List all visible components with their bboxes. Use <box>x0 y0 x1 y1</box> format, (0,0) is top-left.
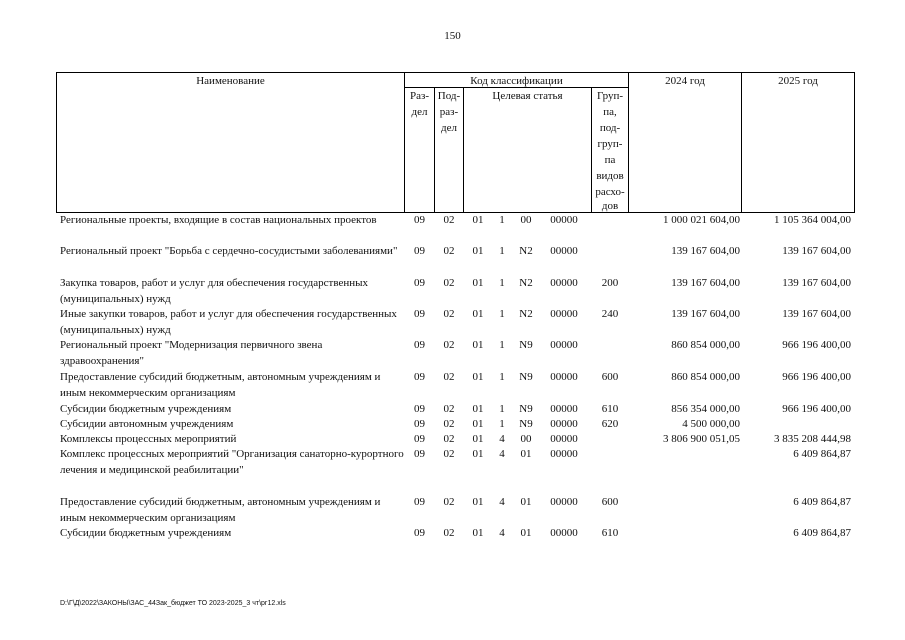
row-code-c: 01 <box>520 527 532 539</box>
row-code-a: 01 <box>472 433 484 445</box>
row-value-2024: 3 806 900 051,05 <box>663 433 740 445</box>
row-code-b: 4 <box>499 433 505 445</box>
header-group-7: расхо- <box>595 186 625 198</box>
header-target: Целевая статья <box>492 90 563 102</box>
row-code-p: 02 <box>443 496 455 508</box>
row-name: Комплекс процессных мероприятий "Организация санаторно-курортного лечения и медицинской реабилитации" <box>60 448 404 476</box>
row-name: Субсидии бюджетным учреждениям <box>60 403 232 415</box>
row-code-d: 00000 <box>550 277 578 289</box>
row-value-2024: 856 354 000,00 <box>671 403 740 415</box>
row-code-a: 01 <box>472 403 484 415</box>
header-section-2: дел <box>411 106 428 118</box>
row-code-r: 09 <box>414 371 425 383</box>
row-code-b: 1 <box>499 418 505 430</box>
row-code-g: 240 <box>601 308 619 320</box>
row-name: Региональный проект "Борьба с сердечно-сосудистыми заболеваниями" <box>60 245 398 257</box>
header-group-8: дов <box>601 200 619 212</box>
row-code-r: 09 <box>414 418 425 430</box>
row-code-c: N2 <box>519 245 533 257</box>
row-code-b: 4 <box>499 527 505 539</box>
header-2024-cell <box>628 72 742 213</box>
row-code-p: 02 <box>443 245 455 257</box>
row-code-c: N2 <box>519 277 533 289</box>
row-code-d: 00000 <box>550 339 578 351</box>
row-value-2025: 6 409 864,87 <box>793 448 851 460</box>
row-value-2025: 966 196 400,00 <box>782 371 851 383</box>
header-group-3: под- <box>599 122 621 134</box>
row-code-a: 01 <box>472 496 484 508</box>
header-group-4: груп- <box>597 138 623 150</box>
row-code-d: 00000 <box>550 496 578 508</box>
row-code-b: 4 <box>499 496 505 508</box>
row-code-c: N9 <box>519 371 533 383</box>
row-value-2025: 966 196 400,00 <box>782 403 851 415</box>
row-code-a: 01 <box>472 339 484 351</box>
row-value-2024: 139 167 604,00 <box>671 277 740 289</box>
row-code-a: 01 <box>472 371 484 383</box>
row-name: Закупка товаров, работ и услуг для обеспечения государственных (муниципальных) нужд <box>60 277 369 305</box>
row-code-c: N9 <box>519 403 533 415</box>
row-code-d: 00000 <box>550 403 578 415</box>
row-value-2024: 4 500 000,00 <box>682 418 740 430</box>
row-code-p: 02 <box>443 448 455 460</box>
row-value-2024: 139 167 604,00 <box>671 308 740 320</box>
row-code-b: 1 <box>499 277 505 289</box>
row-value-2024: 860 854 000,00 <box>671 371 740 383</box>
header-name-cell <box>56 72 405 213</box>
row-value-2025: 139 167 604,00 <box>782 308 851 320</box>
header-subsection-2: раз- <box>439 106 459 118</box>
row-code-a: 01 <box>472 245 484 257</box>
row-name: Иные закупки товаров, работ и услуг для обеспечения государственных (муниципальных) нужд <box>60 308 397 336</box>
row-code-c: 01 <box>520 448 532 460</box>
row-code-c: 01 <box>520 496 532 508</box>
row-code-p: 02 <box>443 403 455 415</box>
row-name: Предоставление субсидий бюджетным, автономным учреждениям и иным некоммерческим организациям <box>60 496 381 524</box>
row-code-g: 600 <box>601 371 619 383</box>
row-code-p: 02 <box>443 418 455 430</box>
row-code-d: 00000 <box>550 308 578 320</box>
row-code-b: 1 <box>499 339 505 351</box>
row-code-a: 01 <box>472 418 484 430</box>
row-code-a: 01 <box>472 308 484 320</box>
row-value-2025: 139 167 604,00 <box>782 245 851 257</box>
row-code-g: 200 <box>601 277 619 289</box>
row-code-b: 1 <box>499 403 505 415</box>
row-value-2025: 966 196 400,00 <box>782 339 851 351</box>
header-2025: 2025 год <box>778 75 818 87</box>
file-path-footer: D:\Г\Д\2022\ЗАКОНЫ\ЗАС_44Зак_бюджет ТО 2023-2025_3 чт\рг12.xls <box>60 600 286 607</box>
row-code-r: 09 <box>414 214 425 226</box>
header-target-cell <box>463 87 592 213</box>
row-name: Региональный проект "Модернизация первичного звена здравоохранения" <box>60 339 323 367</box>
row-code-a: 01 <box>472 277 484 289</box>
row-value-2025: 6 409 864,87 <box>793 527 851 539</box>
row-value-2024: 139 167 604,00 <box>671 245 740 257</box>
row-value-2025: 139 167 604,00 <box>782 277 851 289</box>
row-name: Предоставление субсидий бюджетным, автономным учреждениям и иным некоммерческим организациям <box>60 371 381 399</box>
row-code-g: 600 <box>601 496 619 508</box>
row-code-b: 1 <box>499 245 505 257</box>
row-code-d: 00000 <box>550 448 578 460</box>
row-code-g: 610 <box>601 527 619 539</box>
row-name: Региональные проекты, входящие в состав национальных проектов <box>60 214 377 226</box>
row-code-g: 620 <box>601 418 619 430</box>
row-value-2025: 3 835 208 444,98 <box>774 433 851 445</box>
row-code-r: 09 <box>414 277 425 289</box>
row-name: Субсидии бюджетным учреждениям <box>60 527 232 539</box>
row-code-d: 00000 <box>550 433 578 445</box>
header-code: Код классификации <box>470 75 563 87</box>
row-code-r: 09 <box>414 433 425 445</box>
row-code-d: 00000 <box>550 214 578 226</box>
row-code-p: 02 <box>443 214 455 226</box>
header-subsection-3: дел <box>441 122 457 134</box>
row-code-c: 00 <box>520 433 532 445</box>
header-2024: 2024 год <box>665 75 705 87</box>
row-code-c: 00 <box>520 214 532 226</box>
row-code-b: 1 <box>499 308 505 320</box>
header-group-6: видов <box>596 170 624 182</box>
row-code-c: N9 <box>519 339 533 351</box>
row-code-r: 09 <box>414 308 425 320</box>
row-name: Комплексы процессных мероприятий <box>60 433 237 445</box>
row-name: Субсидии автономным учреждениям <box>60 418 234 430</box>
row-code-b: 1 <box>499 371 505 383</box>
row-code-r: 09 <box>414 403 425 415</box>
row-code-b: 1 <box>499 214 505 226</box>
row-code-c: N2 <box>519 308 533 320</box>
row-code-b: 4 <box>499 448 505 460</box>
row-value-2024: 860 854 000,00 <box>671 339 740 351</box>
row-code-c: N9 <box>519 418 533 430</box>
row-code-d: 00000 <box>550 371 578 383</box>
header-name: Наименование <box>196 75 265 87</box>
header-subsection-1: Под- <box>437 90 461 102</box>
row-code-r: 09 <box>414 339 425 351</box>
row-code-r: 09 <box>414 527 425 539</box>
header-section-1: Раз- <box>409 90 429 102</box>
row-code-p: 02 <box>443 339 455 351</box>
row-code-d: 00000 <box>550 418 578 430</box>
row-code-p: 02 <box>443 527 455 539</box>
header-2025-cell <box>741 72 855 213</box>
row-code-p: 02 <box>443 308 455 320</box>
row-code-p: 02 <box>443 371 455 383</box>
row-code-r: 09 <box>414 496 425 508</box>
row-code-a: 01 <box>472 214 484 226</box>
page-number: 150 <box>444 30 461 42</box>
row-code-d: 00000 <box>550 245 578 257</box>
row-value-2025: 1 105 364 004,00 <box>774 214 851 226</box>
header-group-1: Груп- <box>596 90 624 102</box>
header-group-2: па, <box>603 106 617 118</box>
row-code-g: 610 <box>601 403 619 415</box>
header-group-5: па <box>604 154 616 166</box>
row-code-a: 01 <box>472 527 484 539</box>
row-value-2025: 6 409 864,87 <box>793 496 851 508</box>
row-code-r: 09 <box>414 245 425 257</box>
row-code-p: 02 <box>443 277 455 289</box>
row-code-d: 00000 <box>550 527 578 539</box>
row-code-a: 01 <box>472 448 484 460</box>
row-code-p: 02 <box>443 433 455 445</box>
row-code-r: 09 <box>414 448 425 460</box>
row-value-2024: 1 000 021 604,00 <box>663 214 740 226</box>
